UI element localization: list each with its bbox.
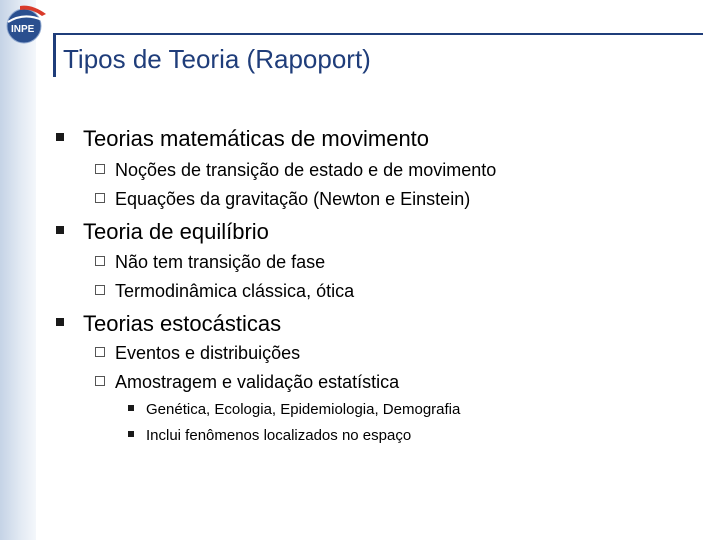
square-bullet-icon xyxy=(56,226,64,234)
logo-text: INPE xyxy=(11,24,35,35)
bullet-text: Termodinâmica clássica, ótica xyxy=(115,281,355,301)
bullet-text: Teorias estocásticas xyxy=(83,311,282,336)
checkbox-bullet-icon xyxy=(95,347,105,357)
inpe-logo xyxy=(2,2,52,46)
checkbox-bullet-icon xyxy=(95,285,105,295)
bullet-text: Eventos e distribuições xyxy=(115,343,301,363)
slide-title: Tipos de Teoria (Rapoport) xyxy=(63,44,371,74)
bullet-text: Teoria de equilíbrio xyxy=(83,219,269,244)
small-square-bullet-icon xyxy=(128,405,134,411)
checkbox-bullet-icon xyxy=(95,256,105,266)
small-square-bullet-icon xyxy=(128,431,134,437)
checkbox-bullet-icon xyxy=(95,376,105,386)
bullet-text: Não tem transição de fase xyxy=(115,252,326,272)
bullet-text: Teorias matemáticas de movimento xyxy=(83,126,430,151)
left-decorative-band xyxy=(0,0,36,540)
bullet-text: Inclui fenômenos localizados no espaço xyxy=(146,427,412,444)
checkbox-bullet-icon xyxy=(95,193,105,203)
title-underline xyxy=(53,33,703,35)
bullet-text: Equações da gravitação (Newton e Einstein) xyxy=(115,189,471,209)
bullet-text: Noções de transição de estado e de movimento xyxy=(115,160,497,180)
square-bullet-icon xyxy=(56,318,64,326)
bullet-text: Genética, Ecologia, Epidemiologia, Demografia xyxy=(146,401,461,418)
checkbox-bullet-icon xyxy=(95,164,105,174)
square-bullet-icon xyxy=(56,133,64,141)
bullet-text: Amostragem e validação estatística xyxy=(115,372,400,392)
title-accent-bar xyxy=(53,35,56,77)
